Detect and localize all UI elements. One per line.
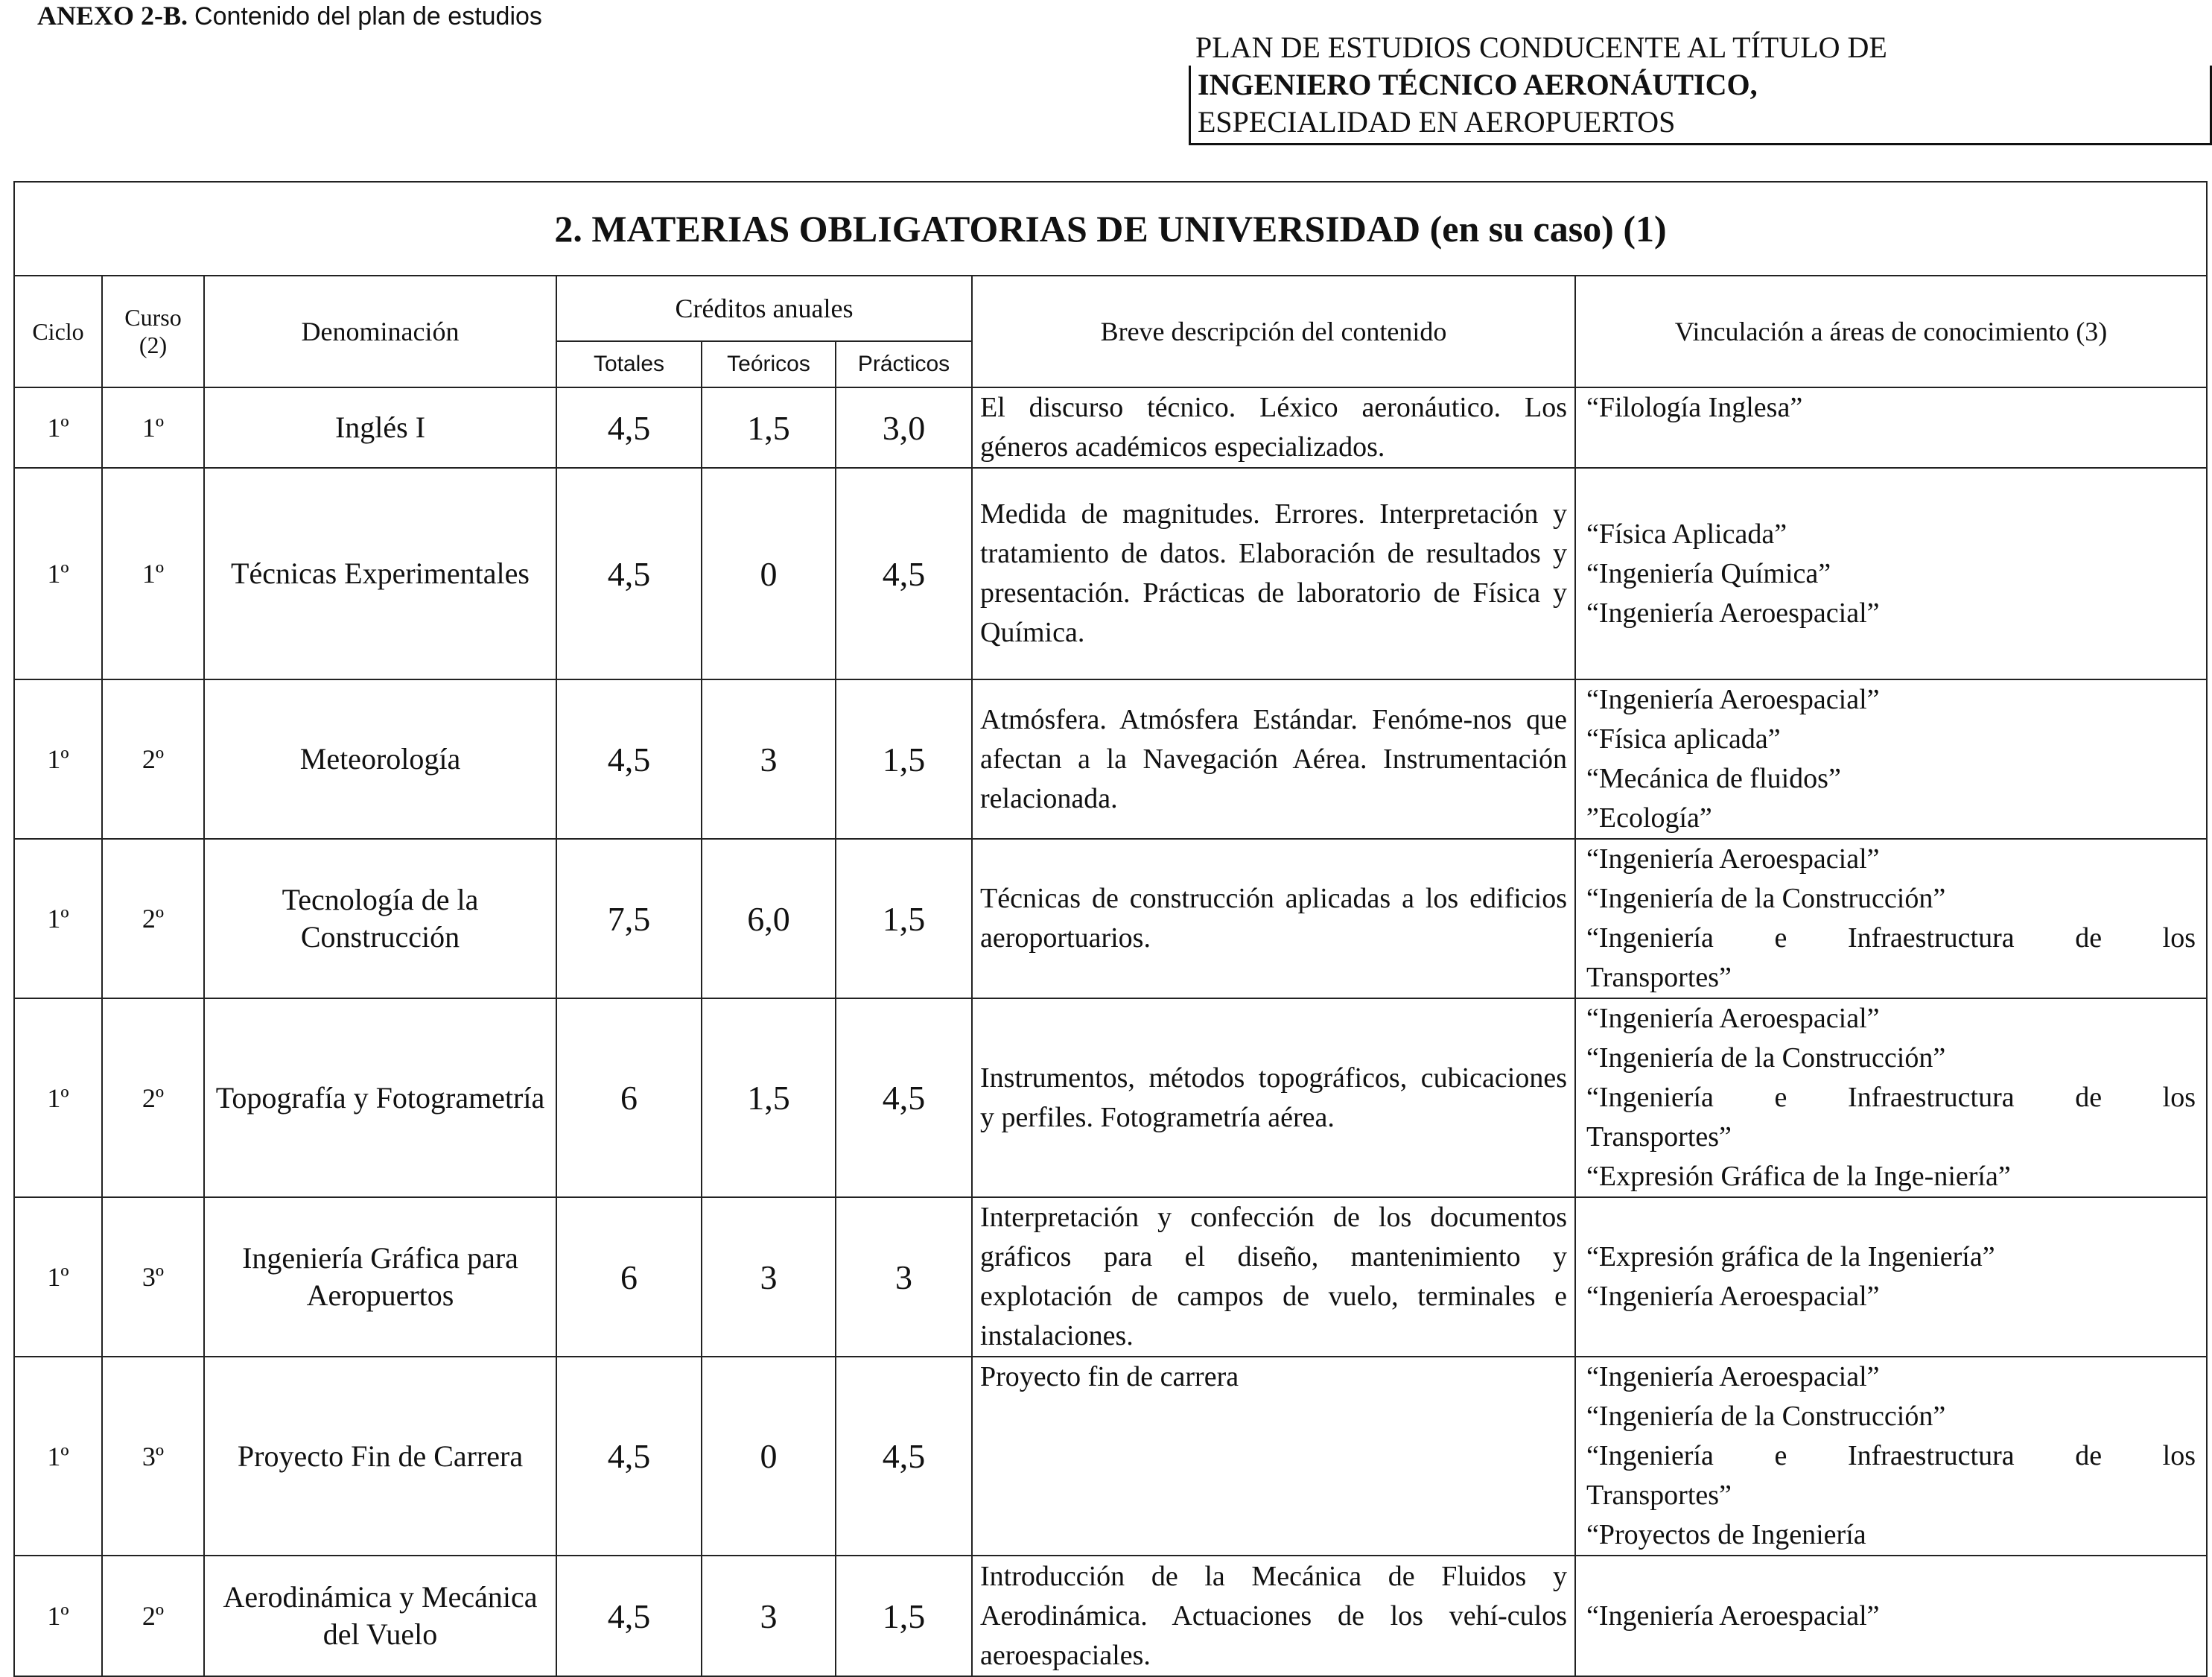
vinculacion-line: “Proyectos de Ingeniería	[1586, 1519, 1866, 1550]
cell-descripcion: Atmósfera. Atmósfera Estándar. Fenóme-nos que afectan a la Navegación Aérea. Instrumentación relacionada.	[972, 679, 1575, 839]
cell-descripcion: Instrumentos, métodos topográficos, cubicaciones y perfiles. Fotogrametría aérea.	[972, 998, 1575, 1197]
cell-ciclo: 1º	[14, 387, 102, 468]
header-descripcion: Breve descripción del contenido	[972, 276, 1575, 387]
table-row	[14, 1556, 2207, 1676]
vinculacion-line: “Ingeniería de la Construcción”	[1586, 1042, 1946, 1074]
cell-descripcion: Medida de magnitudes. Errores. Interpretación y tratamiento de datos. Elaboración de resultados y presentación. Prácticas de laboratorio de Física y Química.	[972, 468, 1575, 679]
vinculacion-line: “Física aplicada”	[1586, 723, 1781, 755]
header-creditos: Créditos anuales	[556, 276, 972, 341]
cell-vinculacion	[1575, 998, 2207, 1197]
annex-label: ANEXO 2-B.	[37, 1, 188, 31]
plan-title-line2: INGENIERO TÉCNICO AERONÁUTICO,	[1198, 68, 1758, 101]
cell-practicos: 1,5	[836, 1556, 972, 1676]
cell-ciclo: 1º	[14, 679, 102, 839]
cell-vinculacion	[1575, 1556, 2207, 1676]
cell-vinculacion	[1575, 1357, 2207, 1556]
vinculacion-line: “Mecánica de fluidos”	[1586, 763, 1841, 794]
header-ciclo: Ciclo	[14, 276, 102, 387]
cell-teoricos: 6,0	[702, 839, 836, 998]
vinculacion-line: “Ingeniería Aeroespacial”	[1586, 597, 1880, 629]
vinculacion-line: “Expresión Gráfica de la Inge-niería”	[1586, 1161, 2011, 1192]
vinculacion-line: “Ingeniería Aeroespacial”	[1586, 1003, 1880, 1034]
vinculacion-line: “Ingeniería Aeroespacial”	[1586, 843, 1880, 875]
table-row	[14, 998, 2207, 1197]
cell-denominacion: Aerodinámica y Mecánica del Vuelo	[204, 1556, 556, 1676]
cell-practicos: 4,5	[836, 998, 972, 1197]
cell-descripcion: Técnicas de construcción aplicadas a los edificios aeroportuarios.	[972, 839, 1575, 998]
vinculacion-line: “Filología Inglesa”	[1586, 392, 1803, 423]
cell-descripcion: El discurso técnico. Léxico aeronáutico. Los géneros académicos especializados.	[972, 387, 1575, 468]
cell-curso: 2º	[102, 1556, 204, 1676]
table-title-bold: 2. MATERIAS OBLIGATORIAS DE UNIVERSIDAD	[554, 208, 1421, 250]
cell-totales: 4,5	[556, 468, 702, 679]
cell-teoricos: 0	[702, 468, 836, 679]
annex-text: Contenido del plan de estudios	[194, 2, 542, 31]
cell-totales: 6	[556, 1197, 702, 1357]
table-title	[14, 182, 2207, 276]
cell-teoricos: 1,5	[702, 998, 836, 1197]
cell-teoricos: 3	[702, 679, 836, 839]
vinculacion-line: “Ingeniería Aeroespacial”	[1586, 1281, 1880, 1312]
header-curso-label: Curso	[124, 304, 182, 331]
plan-title-line3: ESPECIALIDAD EN AEROPUERTOS	[1198, 105, 1676, 139]
vinculacion-line: “Ingeniería de la Construcción”	[1586, 1401, 1946, 1432]
cell-denominacion: Proyecto Fin de Carrera	[204, 1357, 556, 1556]
cell-ciclo: 1º	[14, 1357, 102, 1556]
vinculacion-line: Transportes”	[1586, 1121, 1732, 1153]
vinculacion-line: “Ingeniería e Infraestructura de los	[1586, 1440, 2196, 1471]
vinculacion-line: Transportes”	[1586, 1480, 1732, 1511]
cell-totales: 4,5	[556, 1556, 702, 1676]
vinculacion-line: “Ingeniería de la Construcción”	[1586, 883, 1946, 914]
vinculacion-line: ”Ecología”	[1586, 802, 1712, 834]
cell-teoricos: 3	[702, 1197, 836, 1357]
vinculacion-line: “Ingeniería Química”	[1586, 557, 1831, 589]
cell-descripcion: Introducción de la Mecánica de Fluidos y Aerodinámica. Actuaciones de los vehí-culos aeroespaciales.	[972, 1556, 1575, 1676]
vinculacion-line: “Ingeniería Aeroespacial”	[1586, 684, 1880, 715]
cell-denominacion: Tecnología de la Construcción	[204, 839, 556, 998]
table-row	[14, 468, 2207, 679]
cell-ciclo: 1º	[14, 998, 102, 1197]
cell-practicos: 1,5	[836, 839, 972, 998]
header-totales: Totales	[556, 341, 702, 387]
header-practicos: Prácticos	[836, 341, 972, 387]
cell-ciclo: 1º	[14, 839, 102, 998]
cell-totales: 4,5	[556, 679, 702, 839]
cell-descripcion: Interpretación y confección de los documentos gráficos para el diseño, mantenimiento y explotación de campos de vuelo, terminales e instalaciones.	[972, 1197, 1575, 1357]
vinculacion-line: “Ingeniería e Infraestructura de los	[1586, 922, 2196, 954]
cell-practicos: 3	[836, 1197, 972, 1357]
cell-vinculacion	[1575, 1197, 2207, 1357]
cell-curso: 3º	[102, 1357, 204, 1556]
vinculacion-line: “Ingeniería e Infraestructura de los	[1586, 1082, 2196, 1113]
header-curso-note: (2)	[139, 332, 168, 358]
vinculacion-line: “Ingeniería Aeroespacial”	[1586, 1361, 1880, 1392]
cell-ciclo: 1º	[14, 1197, 102, 1357]
vinculacion-line: “Expresión gráfica de la Ingeniería”	[1586, 1241, 1995, 1272]
cell-denominacion: Inglés I	[204, 387, 556, 468]
cell-vinculacion	[1575, 468, 2207, 679]
subjects-table	[13, 181, 2208, 1677]
cell-denominacion: Meteorología	[204, 679, 556, 839]
cell-vinculacion	[1575, 679, 2207, 839]
cell-ciclo: 1º	[14, 1556, 102, 1676]
plan-title-line1: PLAN DE ESTUDIOS CONDUCENTE AL TÍTULO DE	[1195, 31, 1887, 64]
table-row	[14, 839, 2207, 998]
cell-totales: 4,5	[556, 1357, 702, 1556]
cell-curso: 2º	[102, 839, 204, 998]
table-row	[14, 679, 2207, 839]
plan-title-box	[1189, 66, 2212, 145]
header-vinculacion: Vinculación a áreas de conocimiento (3)	[1575, 276, 2207, 387]
header-denominacion: Denominación	[204, 276, 556, 387]
cell-teoricos: 0	[702, 1357, 836, 1556]
cell-practicos: 4,5	[836, 1357, 972, 1556]
cell-teoricos: 1,5	[702, 387, 836, 468]
cell-denominacion: Topografía y Fotogrametría	[204, 998, 556, 1197]
table-row	[14, 1197, 2207, 1357]
cell-teoricos: 3	[702, 1556, 836, 1676]
table-row	[14, 387, 2207, 468]
cell-curso: 2º	[102, 679, 204, 839]
cell-totales: 7,5	[556, 839, 702, 998]
cell-practicos: 4,5	[836, 468, 972, 679]
cell-practicos: 3,0	[836, 387, 972, 468]
vinculacion-line: Transportes”	[1586, 962, 1732, 993]
header-curso	[102, 276, 204, 387]
cell-ciclo: 1º	[14, 468, 102, 679]
vinculacion-line: “Física Aplicada”	[1586, 518, 1787, 550]
cell-descripcion: Proyecto fin de carrera	[972, 1357, 1575, 1556]
cell-curso: 3º	[102, 1197, 204, 1357]
cell-curso: 2º	[102, 998, 204, 1197]
cell-totales: 6	[556, 998, 702, 1197]
cell-vinculacion	[1575, 839, 2207, 998]
cell-curso: 1º	[102, 387, 204, 468]
cell-vinculacion	[1575, 387, 2207, 468]
header-teoricos: Teóricos	[702, 341, 836, 387]
cell-totales: 4,5	[556, 387, 702, 468]
annex-heading	[37, 0, 542, 31]
cell-denominacion: Ingeniería Gráfica para Aeropuertos	[204, 1197, 556, 1357]
cell-curso: 1º	[102, 468, 204, 679]
table-title-rest: (en su caso) (1)	[1429, 208, 1667, 250]
table-row	[14, 1357, 2207, 1556]
cell-denominacion: Técnicas Experimentales	[204, 468, 556, 679]
vinculacion-line: “Ingeniería Aeroespacial”	[1586, 1600, 1880, 1632]
cell-practicos: 1,5	[836, 679, 972, 839]
